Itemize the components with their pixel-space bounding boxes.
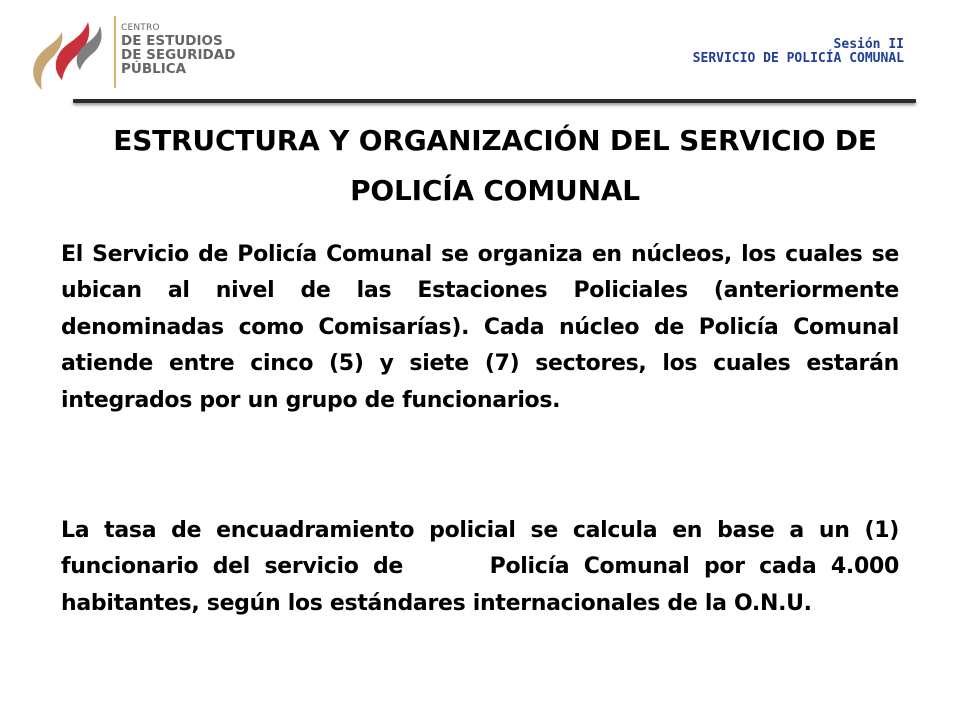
session-number: Sesión II (833, 37, 904, 52)
header-divider (73, 99, 916, 103)
logo-divider (114, 16, 116, 88)
logo-flame-icon (28, 10, 108, 94)
logo-line-centro: CENTRO (121, 23, 160, 33)
logo-text (121, 22, 235, 76)
slide-title: ESTRUCTURA Y ORGANIZACIÓN DEL SERVICIO DE POLICÍA COMUNAL (113, 124, 877, 207)
logo-line-seguridad: DE SEGURIDAD (121, 47, 236, 63)
logo-line-publica: PÚBLICA (121, 61, 187, 77)
session-subtitle: SERVICIO DE POLICÍA COMUNAL (692, 51, 904, 66)
paragraph-rate: La tasa de encuadramiento policial se calcula en base a un (1) funcionario del servicio de Policía Comunal por cada 4.000 habitantes, según los estándares internacionales de la O.N.U. (61, 518, 907, 616)
paragraph-organization: El Servicio de Policía Comunal se organiza en núcleos, los cuales se ubican al nivel de las Estaciones Policiales (anteriormente denominadas como Comisarías). Cada núcleo de Policía Comunal atiende entre cinco (5) y siete (7) sectores, los cuales estarán integrados por un grupo de funcionarios. (61, 242, 899, 413)
logo (28, 10, 236, 95)
logo-line-estudios: DE ESTUDIOS (121, 33, 223, 49)
session-header (693, 38, 904, 66)
